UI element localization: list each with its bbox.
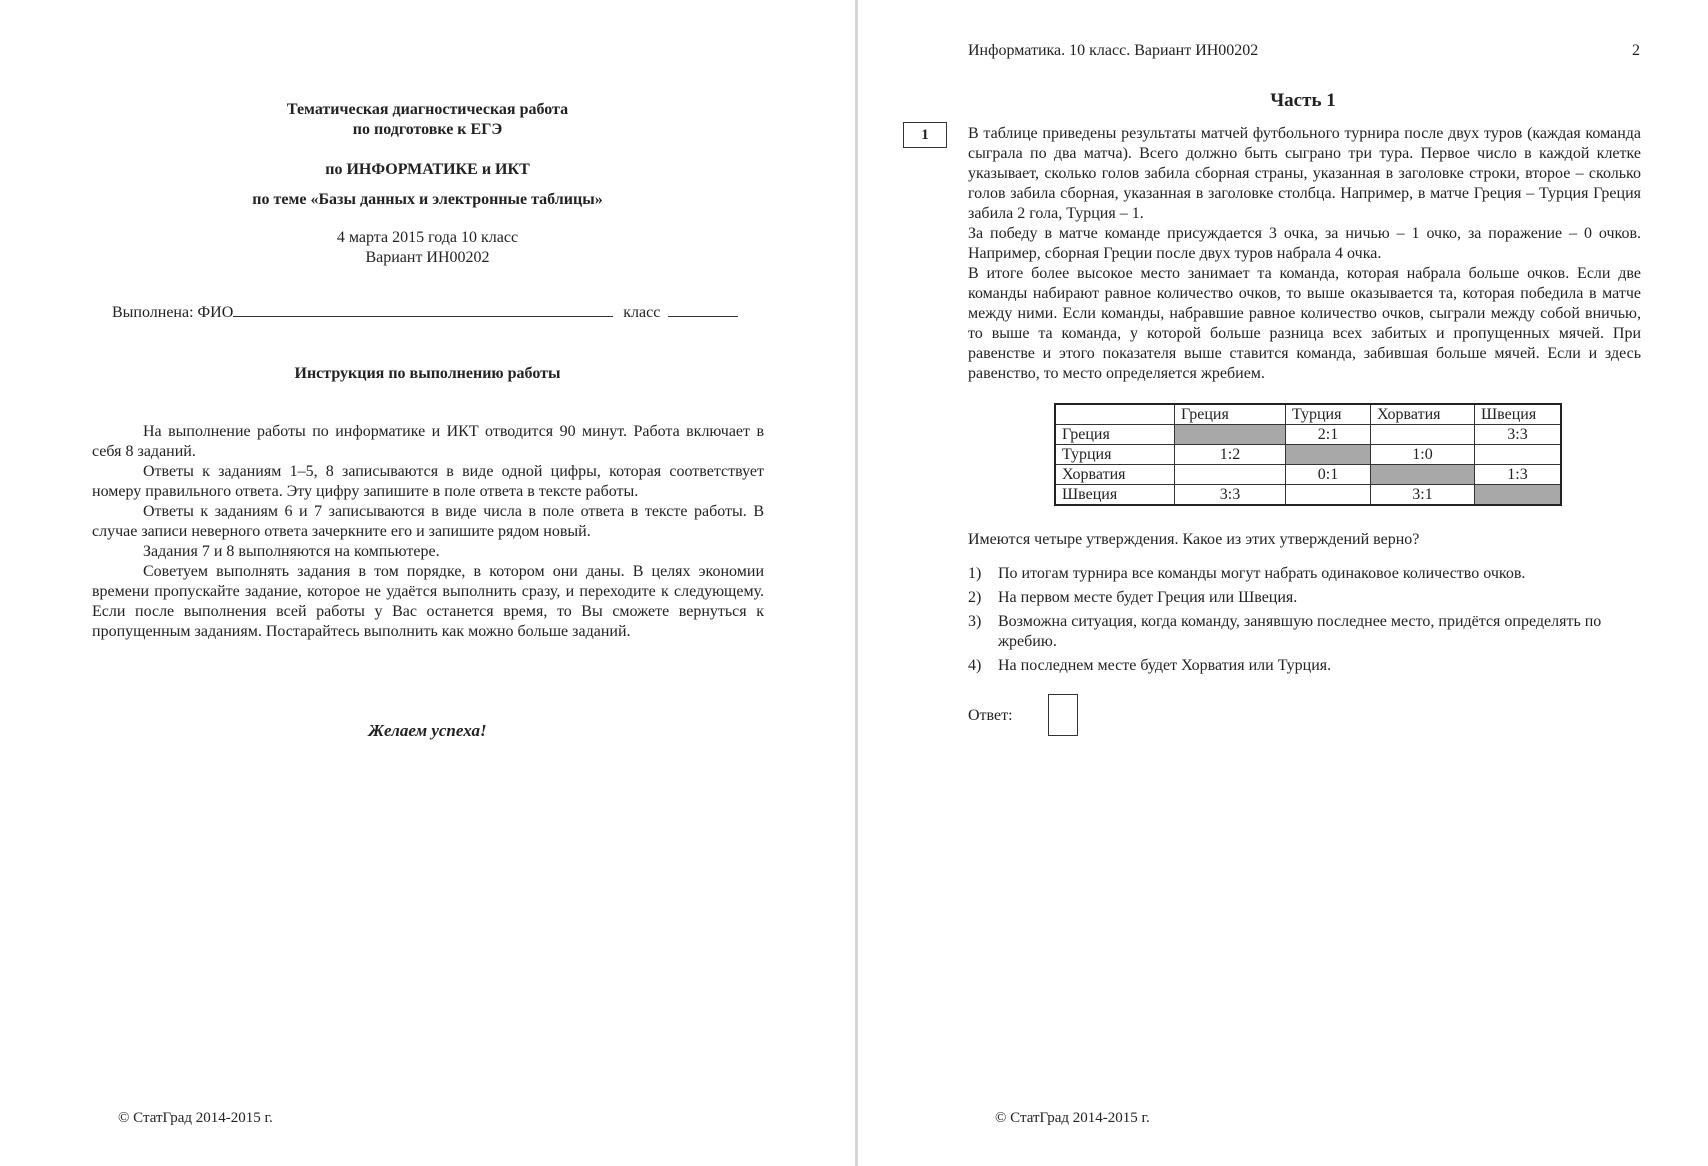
question-text: Имеются четыре утверждения. Какое из этих утверждений верно? (968, 531, 1420, 548)
table-cell: 3:3 (1475, 425, 1562, 445)
table-cell (1175, 465, 1286, 485)
class-field[interactable] (668, 300, 738, 317)
good-luck-text: Желаем успеха! (368, 721, 487, 740)
title-line-2: по подготовке к ЕГЭ (352, 121, 503, 138)
column-header: Швеция (1475, 404, 1562, 425)
answer-label: Ответ: (968, 707, 1013, 724)
option-number: 3) (968, 613, 982, 630)
results-table (1054, 403, 1562, 506)
page-right (858, 0, 1708, 1166)
row-header: Турция (1055, 445, 1175, 465)
fio-field[interactable] (233, 300, 613, 317)
topic-line: по теме «Базы данных и электронные таблицы» (252, 191, 603, 208)
answer-box[interactable] (1048, 694, 1078, 736)
task-paragraph: За победу в матче команде присуждается 3 очка, за ничью – 1 очко, за поражение – 0 очков. Например, сборная Греции после двух туров набрала 4 очка. (968, 225, 1641, 262)
instr-paragraph: На выполнение работы по информатике и ИКТ отводится 90 минут. Работа включает в себя 8 заданий. (92, 423, 764, 460)
option-text: На последнем месте будет Хорватия или Турция. (998, 657, 1332, 674)
page-number: 2 (1632, 42, 1640, 59)
running-header: Информатика. 10 класс. Вариант ИН00202 (968, 42, 1259, 59)
row-header: Хорватия (1055, 465, 1175, 485)
row-header: Швеция (1055, 485, 1175, 506)
option-4 (968, 656, 1641, 676)
title-line-1: Тематическая диагностическая работа (286, 101, 569, 118)
table-cell: 1:2 (1175, 445, 1286, 465)
table-cell-diagonal (1286, 445, 1371, 465)
table-row (1055, 445, 1561, 465)
option-number: 2) (968, 589, 982, 606)
instr-paragraph: Ответы к заданиям 1–5, 8 записываются в виде одной цифры, которая соответствует номеру правильного ответа. Эту цифру запишите в поле ответа в тексте работы. (92, 463, 764, 500)
option-number: 1) (968, 565, 982, 582)
table-cell: 3:1 (1371, 485, 1475, 506)
option-text: По итогам турнира все команды могут набрать одинаковое количество очков. (998, 565, 1526, 582)
class-label: класс (623, 304, 661, 321)
table-cell-diagonal (1175, 425, 1286, 445)
instr-paragraph: Ответы к заданиям 6 и 7 записываются в виде числа в поле ответа в тексте работы. В случае записи неверного ответа зачеркните его и запишите рядом новый. (92, 503, 764, 540)
table-row (1055, 465, 1561, 485)
table-header-row (1055, 404, 1561, 425)
copyright-right: © СтатГрад 2014-2015 г. (995, 1110, 1150, 1126)
table-cell (1371, 425, 1475, 445)
table-corner-cell (1055, 404, 1175, 425)
row-header: Греция (1055, 425, 1175, 445)
table-cell: 1:0 (1371, 445, 1475, 465)
subject-line: по ИНФОРМАТИКЕ и ИКТ (325, 161, 530, 178)
table-cell: 3:3 (1175, 485, 1286, 506)
table-row (1055, 485, 1561, 506)
table-cell (1475, 445, 1562, 465)
task-text (968, 124, 1641, 384)
instr-paragraph: Советуем выполнять задания в том порядке, в котором они даны. В целях экономии времени пропускайте задание, которое не удаётся выполнить сразу, и переходите к следующему. Если после выполнения всей работы у Вас останется время, то Вы сможете вернуться к пропущенным заданиям. Постарайтесь выполнить как можно больше заданий. (92, 563, 764, 640)
table-cell-diagonal (1371, 465, 1475, 485)
option-3 (968, 612, 1641, 652)
option-text: Возможна ситуация, когда команду, занявшую последнее место, придётся определять по жребию. (998, 613, 1602, 650)
part-title: Часть 1 (1270, 90, 1336, 111)
option-number: 4) (968, 657, 982, 674)
task-paragraph: В таблице приведены результаты матчей футбольного турнира после двух туров (каждая команда сыграла по два матча). Всего должно быть сыграно три тура. Первое число в каждой клетке указывает, сколько голов забила сборная страны, указанная в заголовке строки, второе – сколько голов забила сборная, указанная в заголовке столбца. Например, в матче Греция – Турция Греция забила 2 гола, Турция – 1. (968, 125, 1641, 222)
fio-label: Выполнена: ФИО (112, 304, 234, 321)
option-1 (968, 564, 1641, 584)
option-text: На первом месте будет Греция или Швеция. (998, 589, 1298, 606)
date-block (0, 228, 855, 268)
instructions-title: Инструкция по выполнению работы (294, 365, 561, 382)
task-paragraph: В итоге более высокое место занимает та команда, которая набрала больше очков. Если две команды набирают равное количество очков, то выше оказывается та, которая победила в матче между ними. Если команды, набравшие равное количество очков, сыграли между собой вничью, то выше та команда, у которой больше разница всех забитых и пропущенных мячей. При равенстве и этого показателя выше ставится команда, забившая больше мячей. Если и здесь равенство, то место определяется жребием. (968, 265, 1641, 382)
table-cell: 1:3 (1475, 465, 1562, 485)
column-header: Турция (1286, 404, 1371, 425)
table-cell-diagonal (1475, 485, 1562, 506)
option-2 (968, 588, 1641, 608)
fio-row (112, 300, 738, 323)
table-cell: 0:1 (1286, 465, 1371, 485)
copyright-left: © СтатГрад 2014-2015 г. (118, 1110, 273, 1126)
table-cell (1286, 485, 1371, 506)
task-number-box: 1 (903, 122, 947, 148)
table-cell: 2:1 (1286, 425, 1371, 445)
column-header: Греция (1175, 404, 1286, 425)
table-row (1055, 425, 1561, 445)
answer-options (968, 564, 1641, 680)
variant-line: Вариант ИН00202 (365, 249, 490, 266)
date-line: 4 марта 2015 года 10 класс (336, 229, 519, 246)
title-block (0, 100, 855, 140)
instructions-text (92, 422, 764, 642)
column-header: Хорватия (1371, 404, 1475, 425)
instr-paragraph: Задания 7 и 8 выполняются на компьютере. (143, 543, 440, 560)
